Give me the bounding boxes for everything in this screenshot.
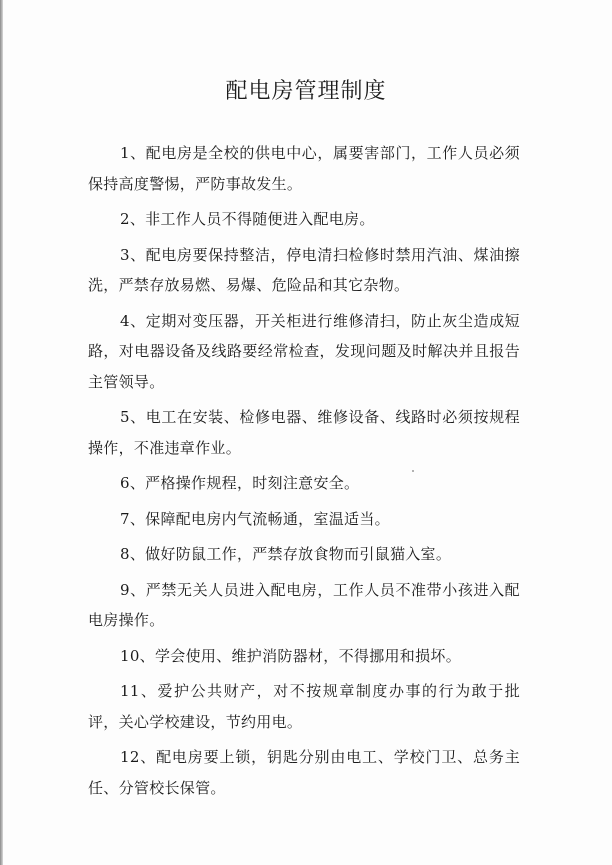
scan-speck	[412, 470, 414, 472]
rule-item-9: 9、严禁无关人员进入配电房，工作人员不准带小孩进入配电房操作。	[88, 580, 520, 629]
rule-item-12: 12、配电房要上锁，钥匙分别由电工、学校门卫、总务主任、分管校长保管。	[88, 748, 520, 797]
rule-item-1: 1、配电房是全校的供电中心，属要害部门，工作人员必须保持高度警惕，严防事故发生。	[88, 144, 520, 193]
scan-edge	[0, 0, 3, 865]
rule-item-2: 2、非工作人员不得随便进入配电房。	[120, 210, 375, 228]
rule-item-5: 5、电工在安装、检修电器、维修设备、线路时必须按规程操作，不准违章作业。	[88, 408, 520, 457]
document-title: 配电房管理制度	[225, 79, 387, 104]
rules-list	[88, 138, 520, 803]
rule-item-10: 10、学会使用、维护消防器材，不得挪用和损坏。	[120, 646, 461, 665]
rule-item-4: 4、定期对变压器，开关柜进行维修清扫，防止灰尘造成短路，对电器设备及线路要经常检查，发现问题及时解决并且报告主管领导。	[88, 311, 520, 391]
rule-item-11: 11、爱护公共财产，对不按规章制度办事的行为敢于批评，关心学校建设，节约用电。	[88, 682, 520, 731]
rule-item-7: 7、保障配电房内气流畅通，室温适当。	[120, 509, 390, 528]
rule-item-8: 8、做好防鼠工作，严禁存放食物而引鼠猫入室。	[120, 545, 452, 563]
rule-item-6: 6、严格操作规程，时刻注意安全。	[120, 474, 360, 492]
rule-item-3: 3、配电房要保持整洁，停电清扫检修时禁用汽油、煤油擦洗，严禁存放易燃、易爆、危险品和其它杂物。	[88, 245, 520, 294]
